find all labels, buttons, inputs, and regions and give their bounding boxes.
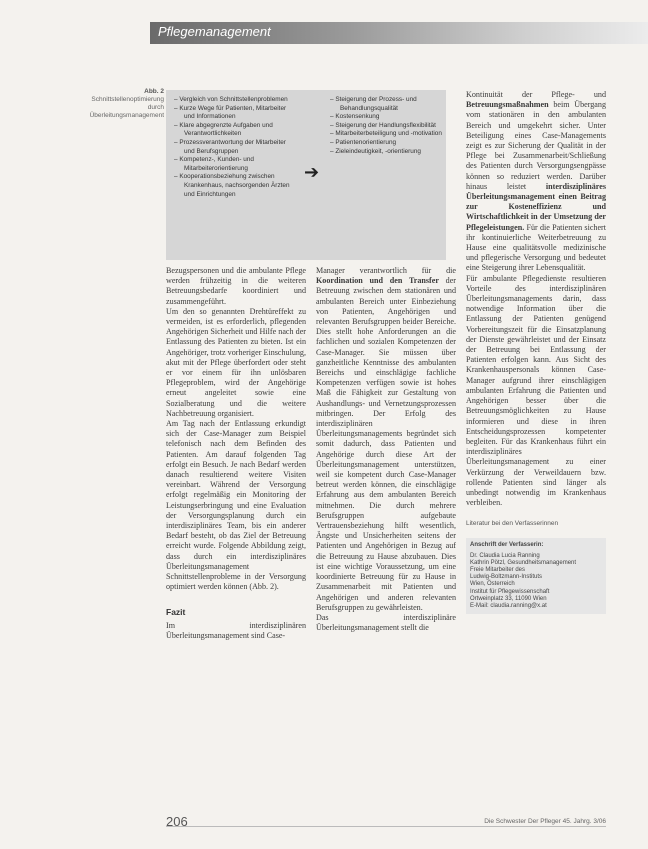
figure-left-item: – Klare abgegrenzte Aufgaben und Verantwortlichkeiten (174, 122, 296, 139)
address-line: Institut für Pflegewissenschaft (470, 588, 550, 595)
author-address-box (466, 538, 606, 614)
figure-caption-text: Schnittstellenoptimierung durch Überleitungsmanagement (89, 96, 164, 119)
figure-left-item: – Prozessverantwortung der Mitarbeiter und Berufsgruppen (174, 139, 296, 156)
figure-left-item: – Vergleich von Schnittstellenproblemen (174, 96, 296, 105)
author-box-title: Anschrift der Verfasserin: (470, 542, 544, 549)
paragraph: Im interdisziplinären Überleitungsmanagement sind Case- (166, 620, 306, 640)
paragraph (316, 266, 456, 613)
paragraph: Um den so genannten Drehtüreffekt zu vermeiden, ist es erforderlich, pflegenden Angehörigen Sicherheit und Hilfe nach der Entlassung des Patienten zu bieten. Ist ein Angehöriger, trotz vorheriger Einschulung, akut mit der Pflege überfordert oder steht er vor einem für ihn unlösbaren Pflegeproblem, wird der Angehörige erneut angeleitet sowie eine Sozialberatung und die weitere Nachbetreuung organisiert. (166, 306, 306, 418)
arrow-right-icon: ➔ (304, 162, 320, 183)
figure-right-item: – Mitarbeiterbeteiligung und -motivation (330, 130, 442, 139)
address-line: Freie Mitarbeiter des (470, 566, 526, 573)
paragraph (466, 90, 606, 274)
text-run: Manager verantwortlich für die (316, 266, 456, 275)
page-number: 206 (166, 814, 188, 829)
text-column-3 (466, 90, 606, 614)
text-run: Kontinuität der Pflege- und (466, 90, 606, 99)
address-line: Wien, Österreich (470, 581, 515, 588)
text-column-2 (316, 266, 456, 633)
paragraph: Bezugspersonen und die ambulante Pflege werden frühzeitig in die weiteren Betreuungsbedarfe koordiniert und zusammengeführt. (166, 266, 306, 306)
text-run: beim Übergang vom stationären in den ambulanten Bereich und umgekehrt sicher. Unter Beteiligung eines Case-Managements zeigt es zur Sicherung der Qualität in der Pflege bei Zusammenarbeit/Schließung des Patienten durch Versorgungsengpässe können so reduziert werden. Darüber hinaus leistet (466, 100, 606, 191)
address-line: Ludwig-Boltzmann-Instituts (470, 574, 543, 581)
footer-rule (166, 826, 606, 827)
figure-right-item: – Patientenorientierung (330, 139, 442, 148)
figure-caption (88, 88, 164, 120)
paragraph: Das interdisziplinäre Überleitungsmanagement stellt die (316, 612, 456, 633)
text-run: Für die Patienten sichert ihr kontinuierliche Weiterbetreuung zu Hause eine qualitätsvolle medizinische und pflegerische Versorgung und bedeutet eine Steigerung ihrer Lebensqualität. (466, 222, 606, 273)
paragraph: Für ambulante Pflegedienste resultieren Vorteile des interdisziplinären Überleitungsmanagements darin, dass notwendige Information über die Entlassung der Patienten genügend Vorbereitungszeit für die Einsatzplanung der Dienste gewährleistet und der Einsatz der Betreuung bei Entlassung der Patienten erfolgen kann. Aus Sicht des Krankenhauspersonals können Case-Manager aufgrund ihrer einschlägigen ambulanten Erfahrung die Patienten und Angehörigen besser über die Betreuungsmöglichkeiten zu Hause informieren und diese in ihren Entscheidungsprozessen kompetenter begleiten. Für das Krankenhaus führt ein interdisziplinäres Überleitungsmanagement zu einer Verkürzung der Verweildauern bzw. rollende Patienten sind länger als unbedingt notwendig im Krankenhaus verbleiben. (466, 273, 606, 508)
section-title: Pflegemanagement (158, 24, 271, 39)
figure-right-item: – Steigerung der Handlungsflexibilität (330, 122, 442, 131)
address-line: E-Mail: claudia.ranning@x.at (470, 602, 547, 609)
text-column-1 (166, 266, 306, 641)
figure-left-item: – Kooperationsbeziehung zwischen Krankenhaus, nachsorgenden Ärzten und Einrichtungen (174, 173, 296, 199)
address-line: Kathrin Pötzl, Gesundheitsmanagement (470, 559, 577, 566)
paragraph: Am Tag nach der Entlassung erkundigt sich der Case-Manager zum Beispiel telefonisch nach dem Befinden des Patienten. Am darauf folgenden Tag erfolgt ein Besuch. Je nach Bedarf werden danach resultierend weitere Visiten vereinbart. Während der Versorgung erfolgt regelmäßig ein Monitoring der Leistungserbringung und eine Evaluation der Versorgungsplanung durch ein interdisziplinäres Team, bis ein anderer Bedarf besteht, ob das Ziel der Betreuung erreicht wurde. Folgende Abbildung zeigt, dass durch ein interdisziplinäres Überleitungsmanagement Schnittstellenprobleme in der Versorgung optimiert werden können (Abb. 2). (166, 419, 306, 592)
figure-left-item: – Kurze Wege für Patienten, Mitarbeiter und Informationen (174, 105, 296, 122)
address-line: Dr. Claudia Lucia Ranning (470, 552, 540, 559)
emphasis-text: interdisziplinäres Überleitungsmanagement einen Beitrag zur Kosteneffizienz und Wirtschaftlichkeit in der Umsetzung der Pflegeleistungen. (466, 181, 606, 232)
journal-reference: Die Schwester Der Pfleger 45. Jahrg. 3/06 (484, 818, 606, 825)
figure-right-item: – Kostensenkung (330, 113, 442, 122)
text-run: der Betreuung zwischen dem stationären und ambulanten Bereich unter Einbeziehung von Patienten, Angehörigen und relevanten Berufsgruppen beider Bereiche. Dies stellt hohe Anforderungen an die fachlichen und sozialen Kompetenzen der Case-Manager. Sie müssen über ganzheitliche Kenntnisse des ambulanten Bereichs und einschlägige fachliche Kompetenzen verfügen sowie ist hohes Maß die Fähigkeit zur Gestaltung von Aushandlungs- und Vernetzungsprozessen mitbringen. Der Erfolg des interdisziplinären Überleitungsmanagements begründet sich somit dadurch, dass Patienten und Angehörige durch diese Art der Überleitungsmanagement unterstützen, weil sie kompetent durch Case-Manager betreut werden können, die einschlägige Erfahrung aus dem ambulanten Bereich mitnehmen. Die durch mehrere Berufsgruppen aufgebaute Vertrauensbeziehung hilft wesentlich, Ängste und Unsicherheiten seitens der Patienten und Angehörigen in Bezug auf die Betreuung zu Hause abzubauen. Dies ist eine wichtige Voraussetzung, um eine koordinierte Betreuung für zu Hause in Zusammenarbeit mit Patienten und Angehörigen und anderen relevanten Berufsgruppen zu gewährleisten. (316, 276, 456, 612)
figure-left-list (174, 96, 296, 199)
figure-right-item: – Steigerung der Prozess- und Behandlungsqualität (330, 96, 442, 113)
figure-right-item: – Zieleindeutigkeit, -orientierung (330, 148, 442, 157)
emphasis-text: Koordination und den Transfer (316, 276, 439, 286)
address-line: Ortweinplatz 33, 11090 Wien (470, 595, 547, 602)
emphasis-text: Betreuungsmaßnahmen (466, 100, 549, 110)
literature-note: Literatur bei den Verfasserinnen (466, 520, 559, 528)
figure-left-item: – Kompetenz-, Kunden- und Mitarbeiterorientierung (174, 156, 296, 173)
section-heading: Fazit (166, 606, 186, 617)
figure-box (166, 90, 446, 260)
figure-right-list (330, 96, 442, 156)
header-banner (150, 22, 648, 44)
figure-label: Abb. 2 (144, 88, 164, 95)
